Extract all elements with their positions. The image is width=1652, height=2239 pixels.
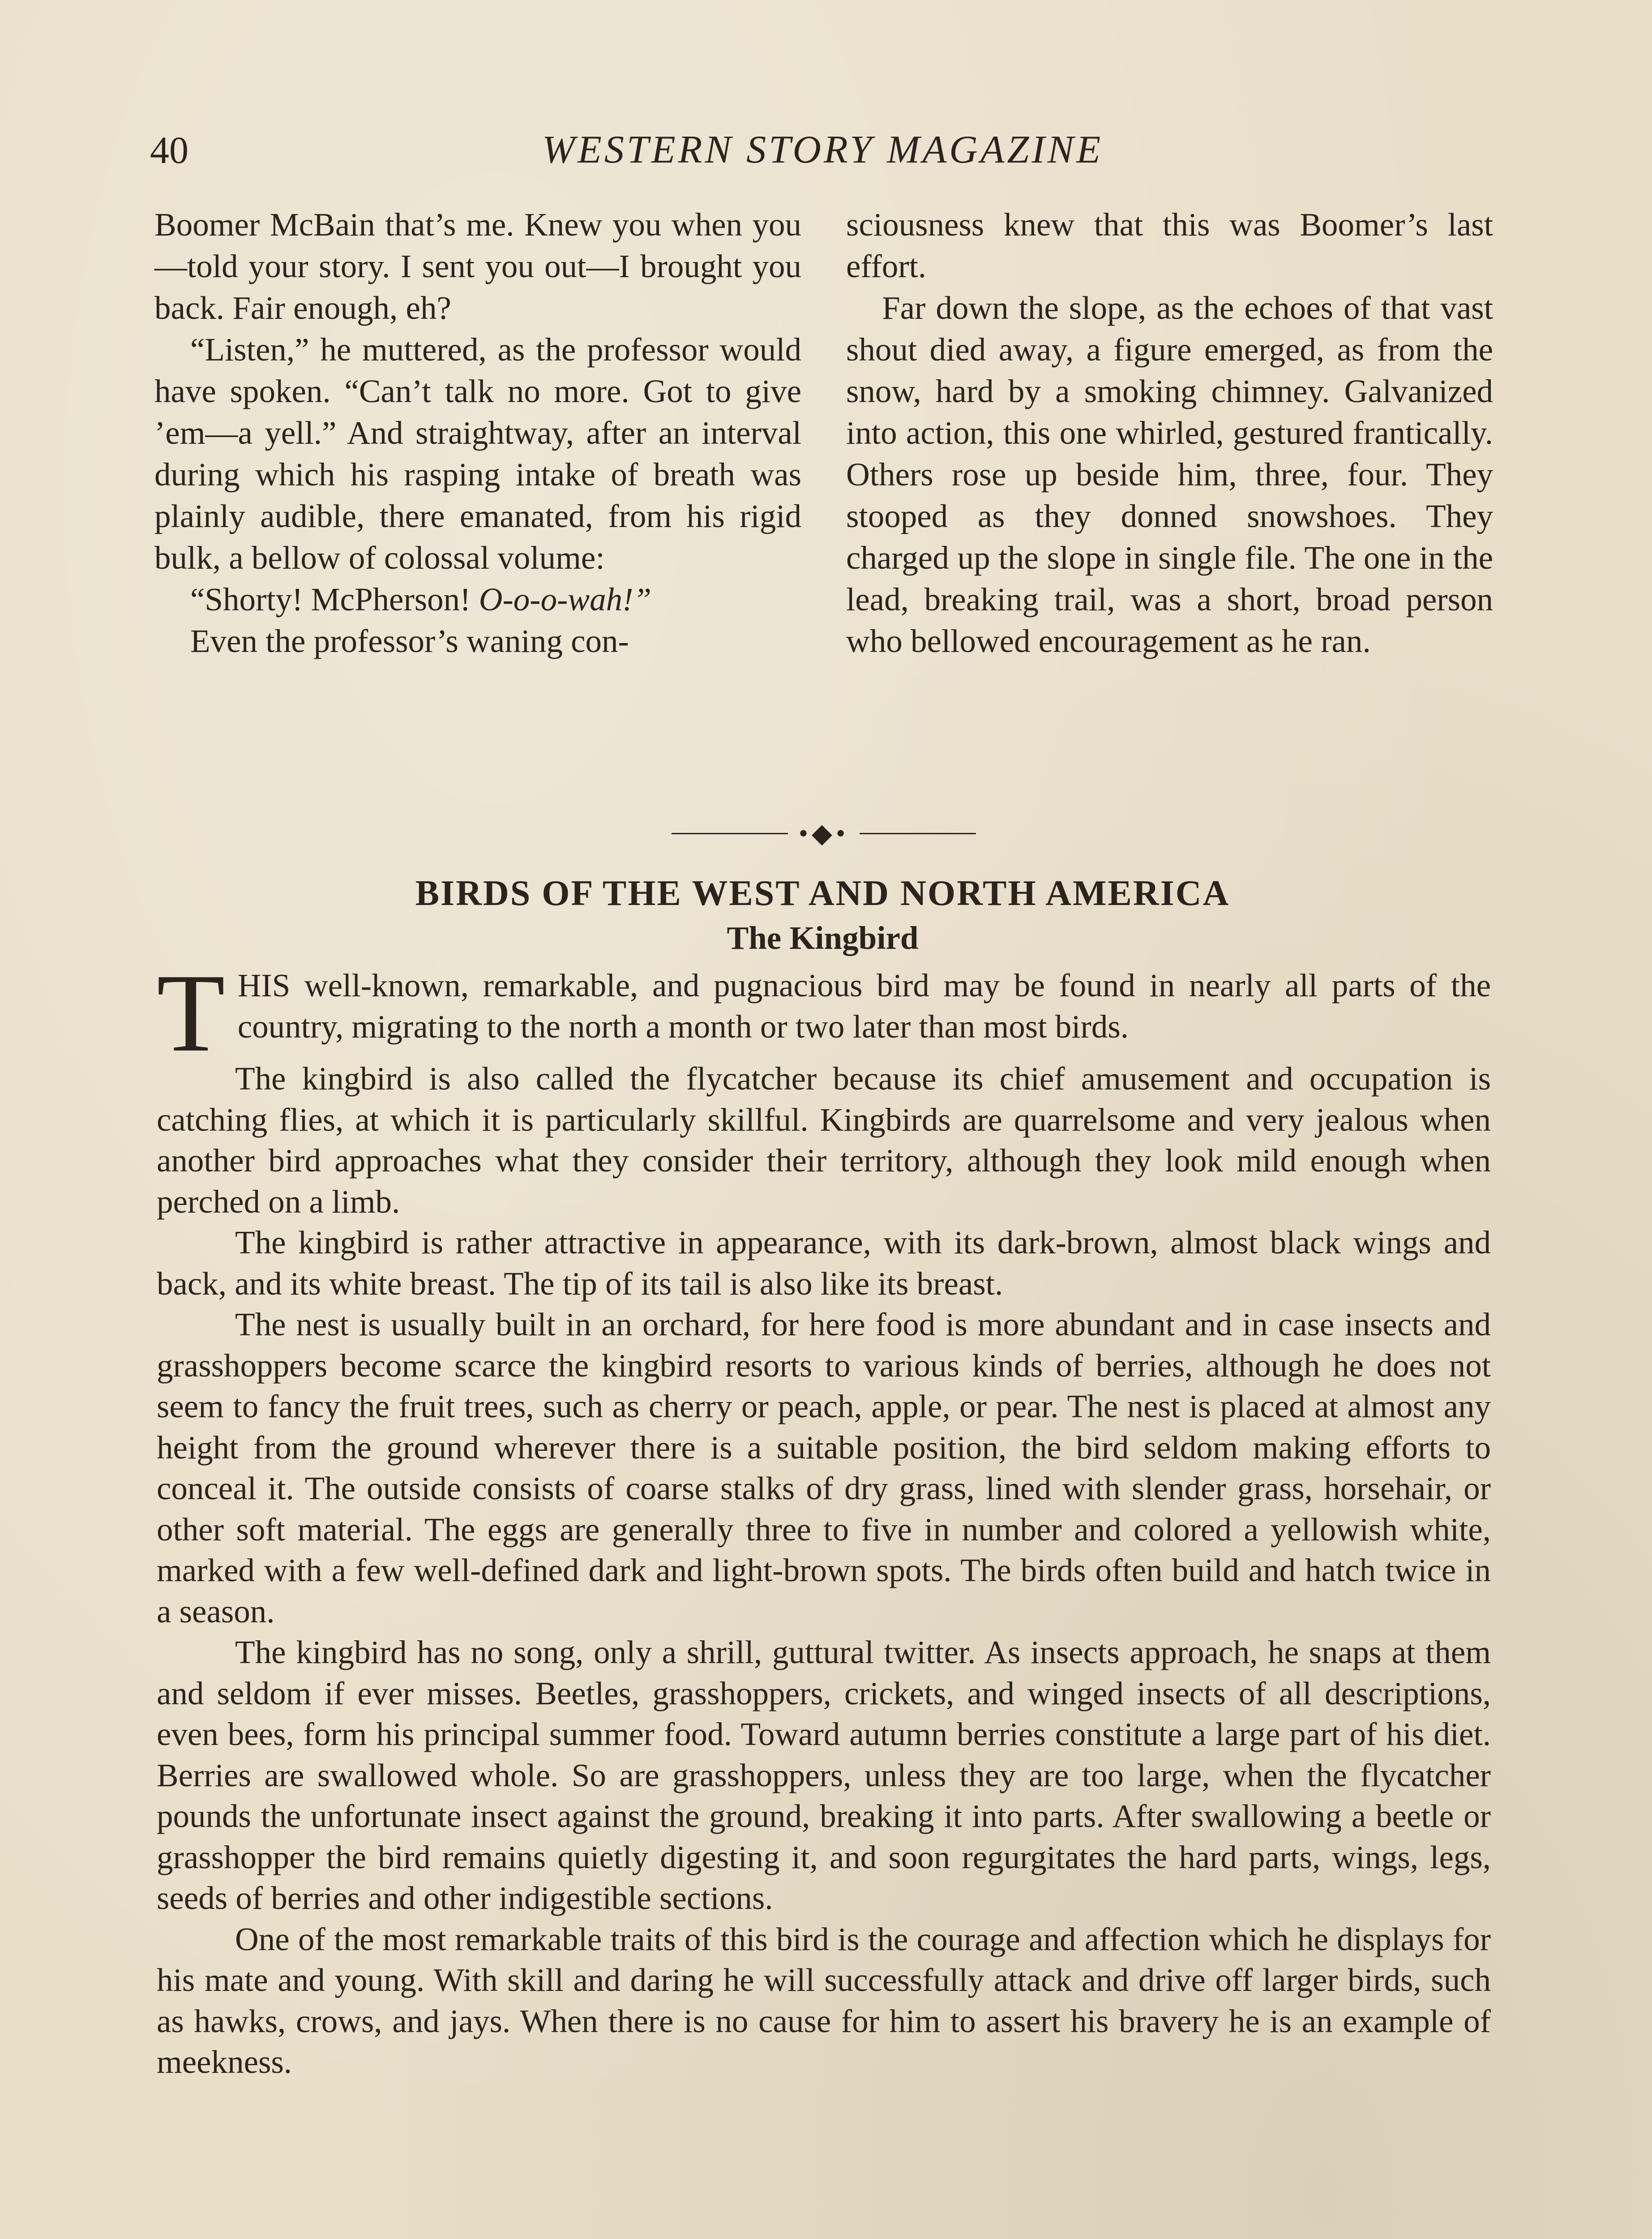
story-left-column [154,204,801,662]
story-yell-names: “Shorty! McPherson! [190,581,471,618]
page-number: 40 [150,129,188,172]
story-paragraph: Far down the slope, as the echoes of that vast shout died away, a figure emerged, as from the snow, hard by a smoking chimney. Galvanized into action, this one whirled, gestured frantically. Others rose up beside him, three, four. They stooped as they donned snowshoes. They charged up the slope in single file. The one in the lead, breaking trail, was a short, broad person who bellowed encouragement as he ran. [846,290,1493,659]
divider-ornament: •◆• [798,819,849,848]
drop-cap: T [157,951,225,1075]
story-yell-line [154,579,801,620]
article-first-paragraph-text: HIS well-known, remarkable, and pugnacious bird may be found in nearly all parts of the country, migrating to the north a month or two later than most birds. [237,967,1491,1045]
article-paragraph: The kingbird is also called the flycatcher because its chief amusement and occupation is catching flies, at which it is particularly skillful. Kingbirds are quarrelsome and very jealous when another bird approaches what they consider their territory, although they look mild enough when perched on a limb. [157,1060,1491,1220]
section-divider [672,819,976,848]
story-paragraph: Even the professor’s waning con- [190,623,629,659]
article-paragraph: One of the most remarkable traits of this bird is the courage and affection which he displays for his mate and young. With skill and daring he will successfully attack and drive off larger birds, such as hawks, crows, and jays. When there is no cause for him to assert his bravery he is an example of meekness. [157,1921,1491,2080]
story-paragraph: Boomer McBain that’s me. Knew you when you—told your story. I sent you out—I brought you back. Fair enough, eh? [154,206,801,326]
story-right-column [846,204,1493,662]
article-subtitle: The Kingbird [727,920,919,956]
article-paragraph: The nest is usually built in an orchard, for here food is more abundant and in case insects and grasshoppers become scarce the kingbird resorts to various kinds of berries, although he does not seem to fancy the fruit trees, such as cherry or peach, apple, or pear. The nest is placed at almost any height from the ground wherever there is a suitable position, the bird seldom making efforts to conceal it. The outside consists of coarse stalks of dry grass, lined with slender grass, horsehair, or other soft material. The eggs are generally three to five in number and colored a yellowish white, marked with a few well-defined dark and light-brown spots. The birds often build and hatch twice in a season. [157,1306,1491,1630]
article-paragraph [157,951,1491,1075]
article-paragraph: The kingbird is rather attractive in appearance, with its dark-brown, almost black wings and back, and its white breast. The tip of its tail is also like its breast. [157,1224,1491,1302]
divider-line-left [672,833,788,834]
divider-line-right [860,833,976,834]
story-paragraph: “Listen,” he muttered, as the professor would have spoken. “Can’t talk no more. Got to give ’em—a yell.” And straightway, after an interval during which his rasping intake of breath was plainly audible, there emanated, from his rigid bulk, a bellow of colossal volume: [154,331,801,576]
story-yell: O-o-o-wah!” [479,581,651,618]
article-paragraph: The kingbird has no song, only a shrill, guttural twitter. As insects approach, he snaps at them and seldom if ever misses. Beetles, grasshoppers, crickets, and winged insects of all descriptions, even bees, form his principal summer food. Toward autumn berries constitute a large part of his diet. Berries are swallowed whole. So are grasshoppers, unless they are too large, when the flycatcher pounds the unfortunate insect against the ground, breaking it into parts. After swallowing a beetle or grasshopper the bird remains quietly digesting it, and soon regurgitates the hard parts, wings, legs, seeds of berries and other indigestible sections. [157,1634,1491,1916]
article-title: BIRDS OF THE WEST AND NORTH AMERICA [415,874,1230,913]
running-title: WESTERN STORY MAGAZINE [542,128,1104,172]
story-paragraph: sciousness knew that this was Boomer’s last effort. [846,206,1493,284]
page-header [150,121,1495,179]
article-body [157,951,1491,2083]
